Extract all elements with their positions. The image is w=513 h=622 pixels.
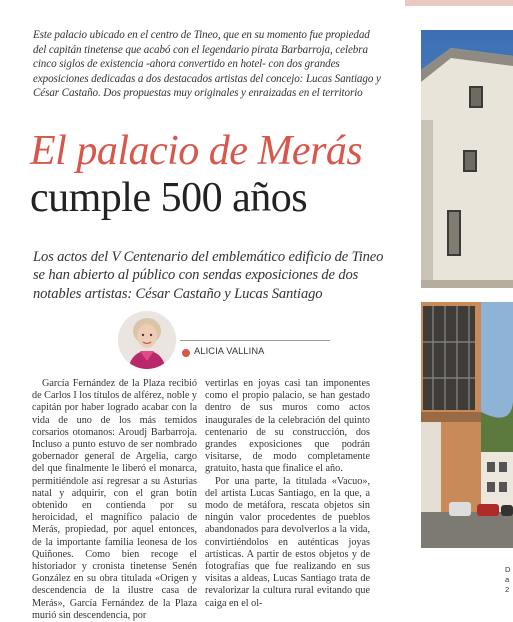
body-column-2 <box>205 378 370 610</box>
palace-facade-photo <box>421 30 513 288</box>
photo-caption: D a 2 <box>505 565 511 594</box>
author-dot-icon <box>182 349 190 357</box>
body-paragraph: vertirlas en joyas casi tan imponentes como el propio palacio, se han gestado dentro de sus muros como actos inaugurales de la celebración del quinto centenario de su construcción, dos grandes exposiciones que podrán visitarse, de modo completamente gratuito, hasta que finalice el año. <box>205 378 370 475</box>
headline-line-1: El palacio de Merás <box>30 128 363 174</box>
byline <box>118 311 288 371</box>
standfirst: Los actos del V Centenario del emblemático edificio de Tineo se han abierto al público con sendas exposiciones de dos notables artistas: César Castaño y Lucas Santiago <box>33 249 384 302</box>
author-name: ALICIA VALLINA <box>194 346 265 356</box>
headline-line-2: cumple 500 años <box>30 175 308 221</box>
lead-paragraph: Este palacio ubicado en el centro de Tineo, que en su momento fue propiedad del capitán tinetense que acabó con el legendario pirata Barbarroja, celebra cinco siglos de existencia -ahora convertido en hotel- con dos grandes exposiciones dedicadas a dos destacados artistas del concejo: Lucas Santiago y César Castaño. Dos propuestas muy originales y enraizadas en el territorio <box>33 29 381 100</box>
section-color-mark <box>405 0 513 6</box>
street-view-photo <box>421 302 513 548</box>
body-column-1 <box>32 378 197 622</box>
body-paragraph: Por una parte, la titulada «Vacuo», del artista Lucas Santiago, en la que, a modo de metáfora, rescata objetos sin ningún valor procedentes de pueblos abandonados para devolverlos a la vida, convirtiéndolos en auténticas joyas artísticas. A partir de estos objetos y de fotografías que fue realizando en sus visitas a aldeas, Lucas Santiago trata de revalorizar la cultura rural evitando que caiga en el ol- <box>205 475 370 609</box>
body-paragraph: García Fernández de la Plaza recibió de Carlos I los títulos de alférez, noble y capitán por haber logrado acabar con la vida de uno de los más temidos corsarios otomanos: Aroudj Barbarroja. Incluso a punto estuvo de ser nombrado gobernador general de Argelia, cargo del que finalmente le liberó el monarca, permitiéndole así regresar a su Asturias natal y adquirir, con el gran botín obtenido en contienda por su heroicidad, el magnífico palacio de Merás, propiedad, por aquel entonces, de la importante familia leonesa de los Quiñones. Como bien recoge el historiador y cronista tinetense Senén González en su obra titulada «Origen y descendencia de la ilustre casa de Merás», García Fernández de la Plaza murió sin descendencia, por <box>32 378 197 621</box>
byline-divider <box>180 340 330 341</box>
author-avatar <box>118 311 176 369</box>
